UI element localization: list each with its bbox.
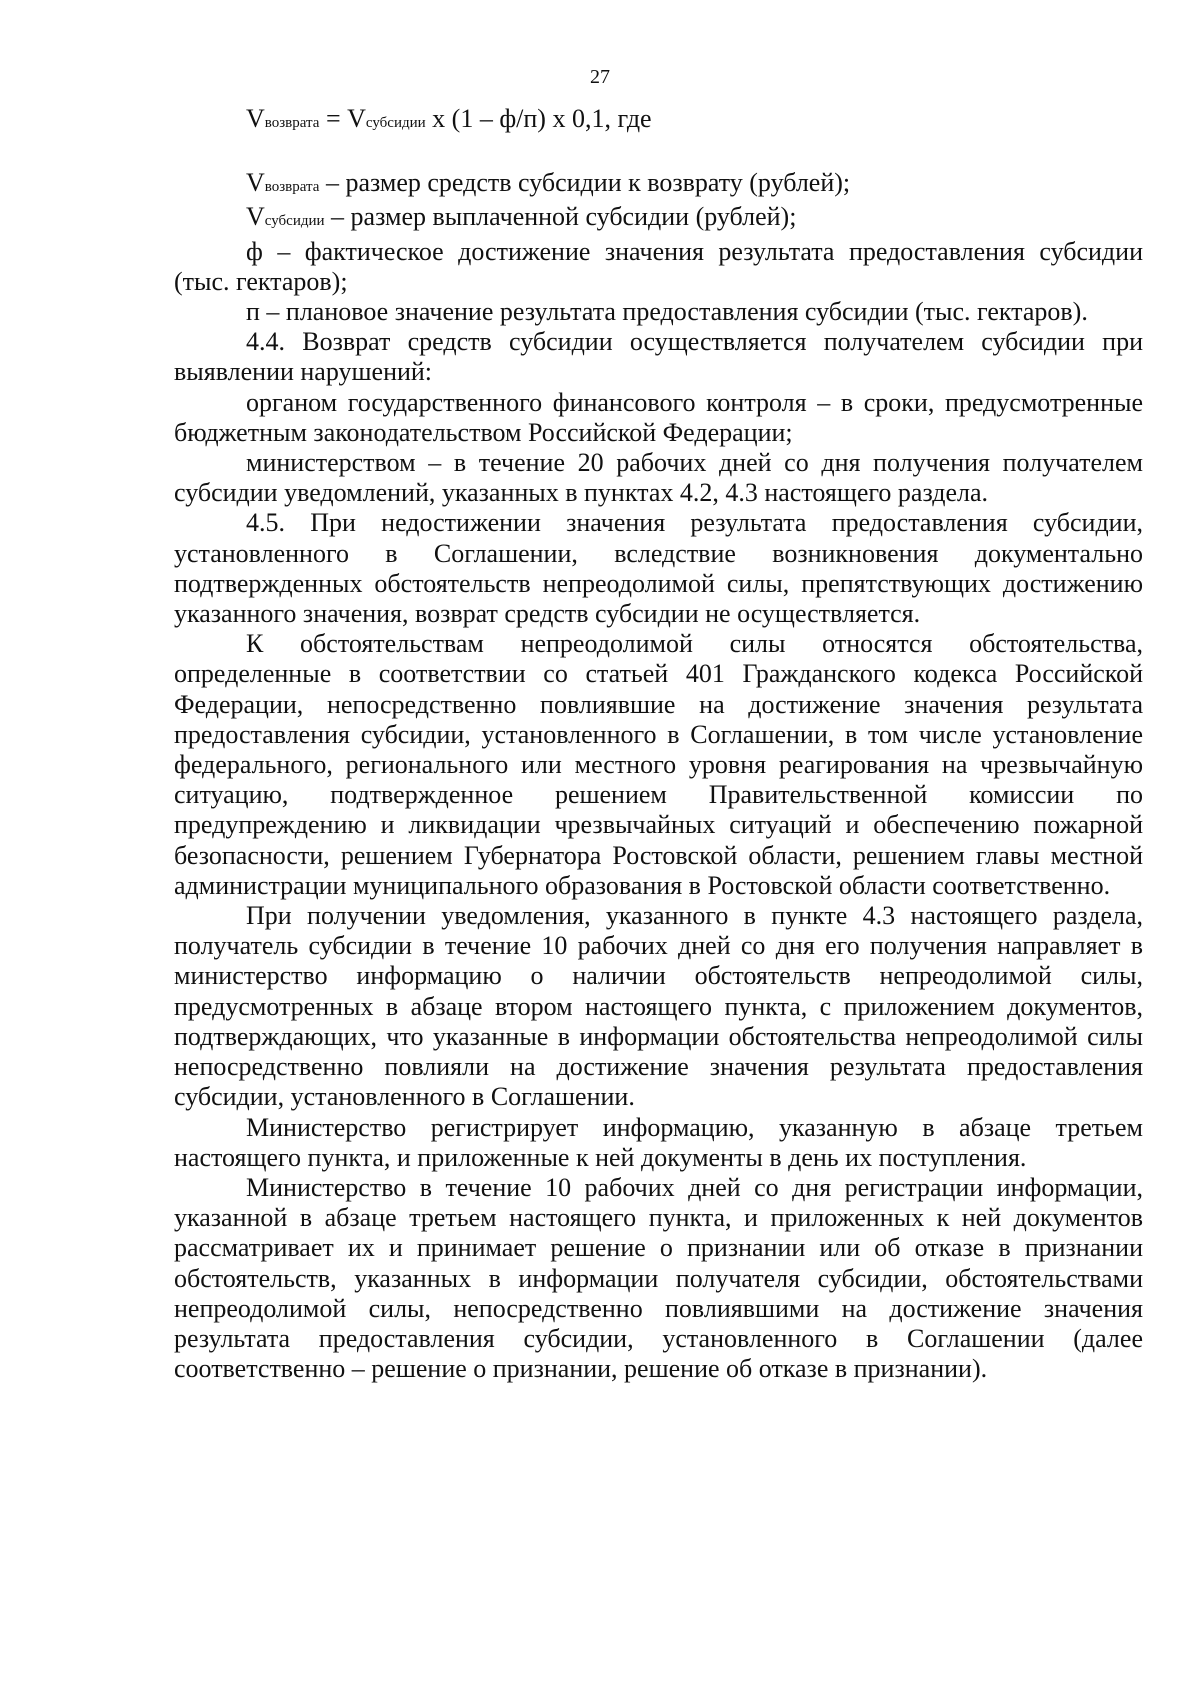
formula-rhs-symbol: V	[347, 104, 366, 133]
definition-symbol: V	[246, 168, 265, 198]
paragraph-registration: Министерство регистрирует информацию, указанную в абзаце третьем настоящего пункта, и приложенные к ней документы в день их поступления.	[174, 1112, 1143, 1172]
definition-v-return	[174, 168, 1143, 202]
definition-text: – размер выплаченной субсидии (рублей);	[324, 202, 797, 232]
document-body	[174, 104, 1143, 1384]
definition-symbol: V	[246, 202, 265, 232]
definition-text: – размер средств субсидии к возврату (рублей);	[319, 168, 851, 198]
page-number: 27	[590, 66, 610, 88]
paragraph-p-definition: п – плановое значение результата предоставления субсидии (тыс. гектаров).	[246, 297, 1088, 327]
paragraph-4-4: 4.4. Возврат средств субсидии осуществляется получателем субсидии при выявлении нарушений:	[174, 327, 1143, 387]
paragraph-4-5: 4.5. При недостижении значения результата предоставления субсидии, установленного в Соглашении, вследствие возникновения документально подтвержденных обстоятельств непреодолимой силы, препятствующих достижению указанного значения, возврат средств субсидии не осуществляется.	[174, 508, 1143, 629]
formula	[174, 104, 1143, 138]
paragraph-f-definition: ф – фактическое достижение значения результата предоставления субсидии (тыс. гектаров);	[174, 236, 1143, 296]
paragraph-ministry: министерством – в течение 20 рабочих дней со дня получения получателем субсидии уведомлений, указанных в пунктах 4.2, 4.3 настоящего раздела.	[174, 448, 1143, 508]
formula-rhs-subscript: субсидии	[365, 115, 426, 131]
formula-lhs-symbol: V	[246, 104, 265, 133]
paragraph-force-majeure: К обстоятельствам непреодолимой силы относятся обстоятельства, определенные в соответствии со статьей 401 Гражданского кодекса Российской Федерации, непосредственно повлиявшие на достижение значения результата предоставления субсидии, установленного в Соглашении, в том числе установление федерального, регионального или местного уровня реагирования на чрезвычайную ситуацию, подтвержденное решением Правительственной комиссии по предупреждению и ликвидации чрезвычайных ситуаций и обеспечению пожарной безопасности, решением Губернатора Ростовской области, решением главы местной администрации муниципального образования в Ростовской области соответственно.	[174, 629, 1143, 900]
paragraph-decision: Министерство в течение 10 рабочих дней со дня регистрации информации, указанной в абзаце третьем настоящего пункта, и приложенных к ней документов рассматривает их и принимает решение о признании или об отказе в признании обстоятельств, указанных в информации получателя субсидии, обстоятельствами непреодолимой силы, непосредственно повлиявшими на достижение значения результата предоставления субсидии, установленного в Соглашении (далее соответственно – решение о признании, решение об отказе в признании).	[174, 1172, 1143, 1384]
formula-rest: x (1 – ф/п) x 0,1, где	[425, 104, 652, 133]
paragraph-notification: При получении уведомления, указанного в пункте 4.3 настоящего раздела, получатель субсидии в течение 10 рабочих дней со дня его получения направляет в министерство информацию о наличии обстоятельств непреодолимой силы, предусмотренных в абзаце втором настоящего пункта, с приложением документов, подтверждающих, что указанные в информации обстоятельства непреодолимой силы непосредственно повлияли на достижение значения результата предоставления субсидии, установленного в Соглашении.	[174, 901, 1143, 1112]
definition-v-subsidy	[174, 202, 1143, 236]
definition-subscript: субсидии	[264, 213, 325, 230]
formula-equals: =	[319, 104, 348, 133]
formula-lhs-subscript: возврата	[264, 115, 320, 131]
definition-subscript: возврата	[264, 179, 320, 196]
paragraph-control-body: органом государственного финансового контроля – в сроки, предусмотренные бюджетным законодательством Российской Федерации;	[174, 387, 1143, 447]
